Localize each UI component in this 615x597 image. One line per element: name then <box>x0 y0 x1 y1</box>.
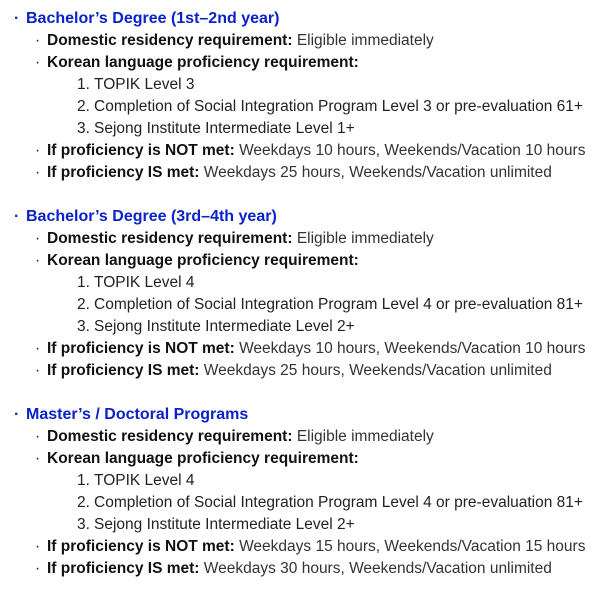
requirement-item <box>14 492 609 514</box>
met-item <box>14 360 609 382</box>
requirement-text: Completion of Social Integration Program Level 4 or pre-evaluation 81+ <box>94 296 583 313</box>
met-label: If proficiency IS met: <box>47 164 200 181</box>
section-heading <box>14 8 609 30</box>
bullet-dot: · <box>14 406 20 423</box>
requirement-text: Completion of Social Integration Program Level 3 or pre-evaluation 61+ <box>94 98 583 115</box>
domestic-residency-value: Eligible immediately <box>296 230 434 247</box>
requirement-item <box>14 96 609 118</box>
met-label: If proficiency IS met: <box>47 362 200 379</box>
korean-proficiency-item <box>14 448 609 470</box>
bullet-dot: · <box>35 428 41 445</box>
bullet-dot: · <box>35 538 41 555</box>
requirement-number: 3. <box>77 516 90 533</box>
requirement-item <box>14 74 609 96</box>
section-title: Master’s / Doctoral Programs <box>26 406 249 423</box>
requirement-item <box>14 470 609 492</box>
domestic-residency-value: Eligible immediately <box>296 428 434 445</box>
requirement-number: 1. <box>77 274 90 291</box>
not-met-item <box>14 338 609 360</box>
bullet-dot: · <box>35 252 41 269</box>
bullet-dot: · <box>14 10 20 27</box>
requirement-item <box>14 272 609 294</box>
bullet-dot: · <box>35 450 41 467</box>
section-heading <box>14 404 609 426</box>
domestic-residency-item <box>14 228 609 250</box>
requirement-number: 3. <box>77 318 90 335</box>
section-bachelor-1-2 <box>14 8 609 184</box>
section-masters-doctoral <box>14 404 609 580</box>
section-title: Bachelor’s Degree (3rd–4th year) <box>26 208 277 225</box>
requirement-number: 2. <box>77 494 90 511</box>
domestic-residency-item <box>14 30 609 52</box>
not-met-label: If proficiency is NOT met: <box>47 142 235 159</box>
requirement-number: 1. <box>77 472 90 489</box>
requirement-item <box>14 514 609 536</box>
document <box>14 8 609 580</box>
requirement-text: TOPIK Level 4 <box>94 274 195 291</box>
not-met-item <box>14 536 609 558</box>
domestic-residency-label: Domestic residency requirement: <box>47 32 293 49</box>
requirement-text: Sejong Institute Intermediate Level 2+ <box>94 516 355 533</box>
requirement-number: 2. <box>77 98 90 115</box>
bullet-dot: · <box>35 142 41 159</box>
bullet-dot: · <box>35 560 41 577</box>
requirement-text: TOPIK Level 3 <box>94 76 195 93</box>
not-met-value: Weekdays 10 hours, Weekends/Vacation 10 hours <box>239 340 586 357</box>
not-met-value: Weekdays 10 hours, Weekends/Vacation 10 hours <box>239 142 586 159</box>
met-item <box>14 162 609 184</box>
requirement-item <box>14 294 609 316</box>
bullet-dot: · <box>35 230 41 247</box>
bullet-dot: · <box>14 208 20 225</box>
met-item <box>14 558 609 580</box>
not-met-value: Weekdays 15 hours, Weekends/Vacation 15 hours <box>239 538 586 555</box>
korean-proficiency-item <box>14 52 609 74</box>
section-title: Bachelor’s Degree (1st–2nd year) <box>26 10 280 27</box>
domestic-residency-label: Domestic residency requirement: <box>47 428 293 445</box>
section-heading <box>14 206 609 228</box>
bullet-dot: · <box>35 32 41 49</box>
requirement-text: Completion of Social Integration Program Level 4 or pre-evaluation 81+ <box>94 494 583 511</box>
domestic-residency-value: Eligible immediately <box>296 32 434 49</box>
bullet-dot: · <box>35 164 41 181</box>
not-met-label: If proficiency is NOT met: <box>47 340 235 357</box>
requirement-item <box>14 118 609 140</box>
requirement-item <box>14 316 609 338</box>
met-value: Weekdays 25 hours, Weekends/Vacation unlimited <box>203 362 552 379</box>
requirement-number: 3. <box>77 120 90 137</box>
met-value: Weekdays 25 hours, Weekends/Vacation unlimited <box>203 164 552 181</box>
met-value: Weekdays 30 hours, Weekends/Vacation unlimited <box>203 560 552 577</box>
domestic-residency-label: Domestic residency requirement: <box>47 230 293 247</box>
requirement-text: Sejong Institute Intermediate Level 2+ <box>94 318 355 335</box>
not-met-label: If proficiency is NOT met: <box>47 538 235 555</box>
requirement-text: Sejong Institute Intermediate Level 1+ <box>94 120 355 137</box>
met-label: If proficiency IS met: <box>47 560 200 577</box>
korean-proficiency-label: Korean language proficiency requirement: <box>47 252 359 269</box>
domestic-residency-item <box>14 426 609 448</box>
bullet-dot: · <box>35 340 41 357</box>
bullet-dot: · <box>35 54 41 71</box>
section-bachelor-3-4 <box>14 206 609 382</box>
korean-proficiency-label: Korean language proficiency requirement: <box>47 54 359 71</box>
not-met-item <box>14 140 609 162</box>
korean-proficiency-item <box>14 250 609 272</box>
requirement-number: 1. <box>77 76 90 93</box>
requirement-text: TOPIK Level 4 <box>94 472 195 489</box>
korean-proficiency-label: Korean language proficiency requirement: <box>47 450 359 467</box>
requirement-number: 2. <box>77 296 90 313</box>
bullet-dot: · <box>35 362 41 379</box>
